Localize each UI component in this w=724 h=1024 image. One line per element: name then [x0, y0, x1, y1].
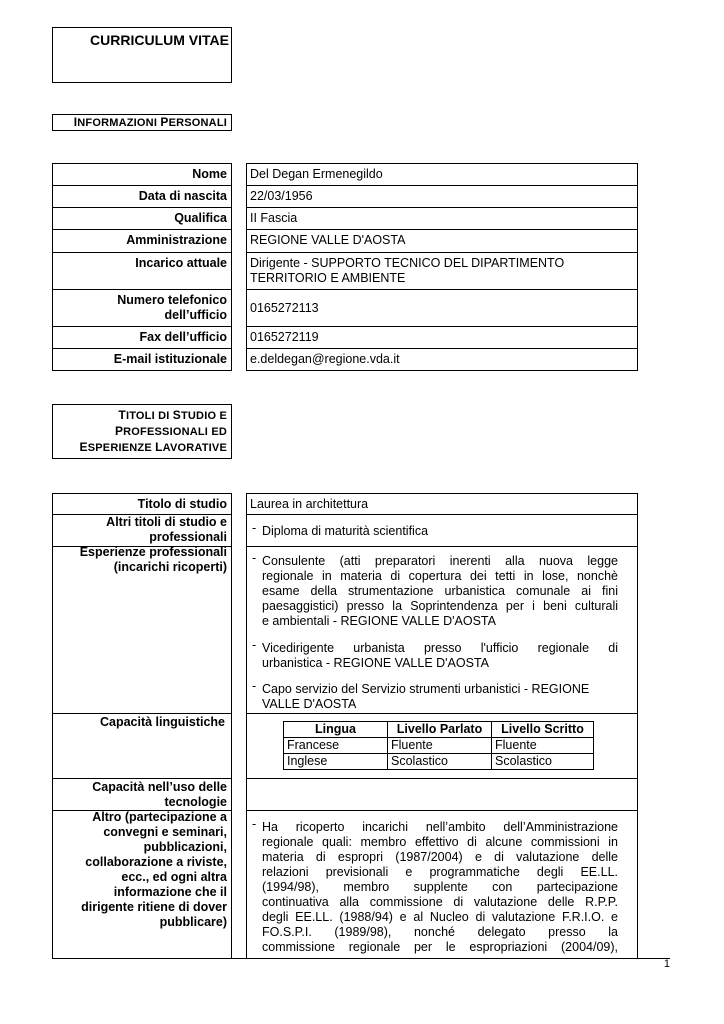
- page-title: CURRICULUM VITAE: [90, 32, 229, 48]
- label-data-nascita: Data di nascita: [138, 189, 227, 203]
- bullet-marker: -: [252, 817, 257, 831]
- value-titolo-studio: Laurea in architettura: [250, 497, 369, 511]
- row-divider: [246, 713, 638, 714]
- table-row: [284, 754, 594, 770]
- bullet-marker: -: [252, 551, 257, 565]
- row-divider: [246, 289, 638, 290]
- table-cell: Scolastico: [388, 754, 492, 770]
- value-altri-titoli: Diploma di maturità scientifica: [262, 524, 429, 538]
- label-email: E-mail istituzionale: [113, 352, 227, 366]
- value-fax: 0165272119: [250, 330, 319, 344]
- label-esperienze: Esperienze professionali (incarichi ricoperti): [79, 545, 227, 574]
- row-divider: [246, 514, 638, 515]
- bullet-marker: -: [252, 638, 257, 652]
- value-altro: Ha ricoperto incarichi nell’ambito dell’Amministrazione regionale quali: membro effettivo di alcune commissioni in materia di espropri (1987/2004) e di valutazione delle relazioni previsionali e programmatiche degli EE.LL. (1994/98), membro supplente con partecipazione continuativa alla commissione di valutazione delle R.P.P. degli EE.LL. (1988/94) e al Nucleo di valutazione F.R.I.O. e FO.S.P.I. (1989/98), nonché delegato presso la commissione regionale per le espropriazioni (2004/09),: [262, 820, 618, 954]
- section-personal-header: [52, 114, 232, 131]
- label-numero-telefonico: Numero telefonico dell’ufficio: [117, 293, 227, 322]
- table-cell: Francese: [284, 738, 388, 754]
- section-titles-title: TITOLI DI STUDIO E PROFESSIONALI ED ESPERIENZE LAVORATIVE: [79, 408, 227, 454]
- table-cell: Fluente: [492, 738, 594, 754]
- section-titles-header: [52, 404, 232, 459]
- label-altro: Altro (partecipazione a convegni e seminari, pubblicazioni, collaborazione a riviste, ecc., ed ogni altra informazione che il dirigente ritiene di dover pubblicare): [81, 810, 227, 929]
- label-altri-titoli: Altri titoli di studio e professionali: [106, 515, 227, 544]
- bullet-marker: -: [252, 521, 257, 535]
- section-personal-title: INFORMAZIONI PERSONALI: [73, 115, 227, 129]
- title-box: [52, 27, 232, 83]
- table-header: Lingua: [284, 722, 388, 738]
- label-titolo-studio: Titolo di studio: [137, 497, 227, 511]
- label-amministrazione: Amministrazione: [126, 233, 227, 247]
- footer-rule: [52, 958, 670, 959]
- value-data-nascita: 22/03/1956: [250, 189, 313, 203]
- value-qualifica: II Fascia: [250, 211, 298, 225]
- esperienza-item: Vicedirigente urbanista presso l'ufficio regionale di urbanistica - REGIONE VALLE D'AOSTA: [262, 641, 618, 670]
- table-header: Livello Parlato: [388, 722, 492, 738]
- value-incarico-attuale: Dirigente - SUPPORTO TECNICO DEL DIPARTIMENTO TERRITORIO E AMBIENTE: [250, 256, 565, 285]
- label-capacita-tecnologie: Capacità nell’uso delle tecnologie: [92, 780, 227, 809]
- row-divider: [246, 778, 638, 779]
- table-header-row: [284, 722, 594, 738]
- label-fax: Fax dell’ufficio: [139, 330, 227, 344]
- label-nome: Nome: [192, 167, 227, 181]
- table-header: Livello Scritto: [492, 722, 594, 738]
- row-divider: [246, 810, 638, 811]
- value-email[interactable]: e.deldegan@regione.vda.it: [250, 352, 400, 366]
- table-cell: Scolastico: [492, 754, 594, 770]
- table-cell: Fluente: [388, 738, 492, 754]
- esperienza-item: Consulente (atti preparatori inerenti alla nuova legge regionale in materia di copertura dei tetti in lose, nonchè esame della strumentazione urbanistica comunale ai fini paesaggistici) presso la Soprintendenza per i beni culturali e ambientali - REGIONE VALLE D'AOSTA: [262, 554, 618, 628]
- row-divider: [246, 546, 638, 547]
- esperienza-item: Capo servizio del Servizio strumenti urbanistici - REGIONE VALLE D'AOSTA: [262, 682, 590, 711]
- value-numero-telefonico: 0165272113: [250, 301, 319, 315]
- label-capacita-linguistiche: Capacità linguistiche: [99, 715, 225, 729]
- bullet-marker: -: [252, 679, 257, 693]
- page-number: 1: [663, 958, 670, 970]
- label-incarico-attuale: Incarico attuale: [135, 256, 227, 270]
- table-row: [284, 738, 594, 754]
- value-nome: Del Degan Ermenegildo: [250, 167, 383, 181]
- row-divider: [246, 207, 638, 208]
- label-qualifica: Qualifica: [174, 211, 227, 225]
- language-table: [283, 721, 594, 770]
- table-cell: Inglese: [284, 754, 388, 770]
- value-amministrazione: REGIONE VALLE D'AOSTA: [250, 233, 406, 247]
